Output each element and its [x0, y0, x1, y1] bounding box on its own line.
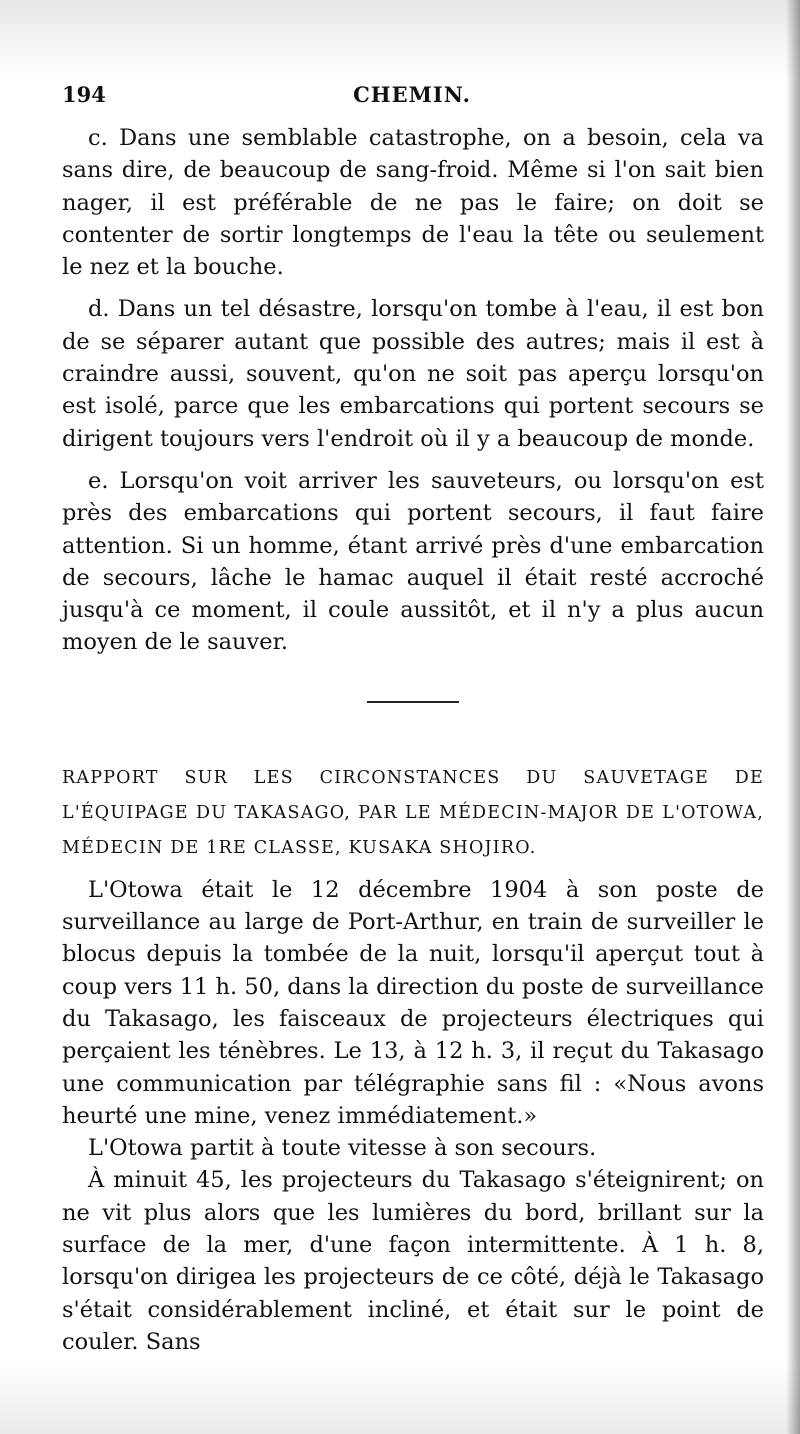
page-number: 194 — [62, 82, 106, 107]
report-paragraph: L'Otowa partit à toute vitesse à son secours. — [88, 1135, 597, 1162]
report-heading: RAPPORT SUR LES CIRCONSTANCES DU SAUVETAGE DE L'ÉQUIPAGE DU TAKASAGO, PAR LE MÉDECIN-MAJOR DE L'OTOWA, MÉDECIN DE 1RE CLASSE, KUSAKA SHOJIRO. — [62, 767, 764, 858]
running-title: CHEMIN. — [353, 82, 471, 107]
report-paragraph: L'Otowa était le 12 décembre 1904 à son poste de surveillance au large de Port-Arthur, en train de surveiller le blocus depuis la tombée de la nuit, lorsqu'il aperçut tout à coup vers 11 h. 50, dans la direction du poste de surveillance du Takasago, les faisceaux de projecteurs électriques qui perçaient les ténèbres. Le 13, à 12 h. 3, il reçut du Takasago une communication par télégraphie sans fil : «Nous avons heurté une mine, venez immédiatement.» — [62, 876, 764, 1129]
section-divider — [367, 701, 459, 703]
paragraph-c: c. Dans une semblable catastrophe, on a besoin, cela va sans dire, de beaucoup de sang-froid. Même si l'on sait bien nager, il est préférable de ne pas le faire; on doit se contenter de sortir longtemps de l'eau la tête ou seulement le nez et la bouche. — [62, 125, 764, 281]
paragraph-d: d. Dans un tel désastre, lorsqu'on tombe à l'eau, il est bon de se séparer autant que possible des autres; mais il est à craindre aussi, souvent, qu'on ne soit pas aperçu lorsqu'on est isolé, parce que les embarcations qui portent secours se dirigent toujours vers l'endroit où il y a beaucoup de monde. — [62, 296, 764, 452]
body-text — [62, 122, 764, 1358]
page-header — [62, 82, 762, 116]
report-paragraph: À minuit 45, les projecteurs du Takasago s'éteignirent; on ne vit plus alors que les lumières du bord, brillant sur la surface de la mer, d'une façon intermittente. À 1 h. 8, lorsqu'on dirigea les projecteurs de ce côté, déjà le Takasago s'était considérablement incliné, et était sur le point de couler. Sans — [62, 1167, 764, 1355]
paragraph-e: e. Lorsqu'on voit arriver les sauveteurs, ou lorsqu'on est près des embarcations qui portent secours, il faut faire attention. Si un homme, étant arrivé près d'une embarcation de secours, lâche le hamac auquel il était resté accroché jusqu'à ce moment, il coule aussitôt, et il n'y a plus aucun moyen de le sauver. — [62, 467, 764, 656]
